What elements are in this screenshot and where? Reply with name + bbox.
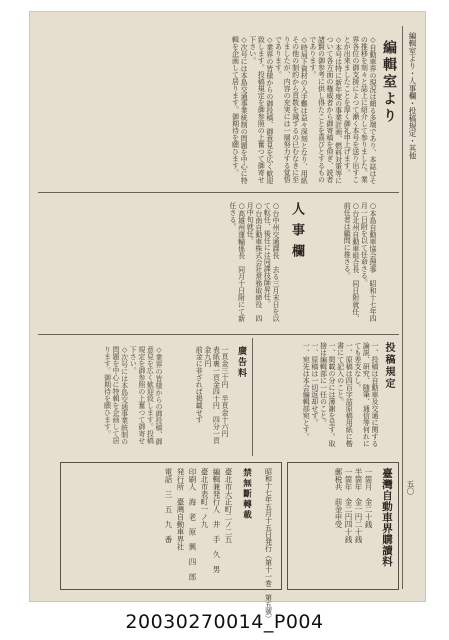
editorial-para: ◇次号には本島交通事業統制の問題を中心に特輯を企画して居ります。御期待を願ひます。: [231, 36, 249, 184]
editorial-heading: 編輯室より: [381, 40, 397, 125]
issue-line: 昭和十七年五月十五日発行（第十一巻 第五號）: [264, 468, 273, 622]
advertising-rate: 一頁金三十円 半頁金十六円: [221, 346, 229, 437]
archive-caption: 20030270014_P004: [125, 611, 324, 633]
running-title: 編輯室より・人事欄・投稿規定・其他: [408, 32, 417, 160]
colophon-row: 印刷人 海 老 原 興 四 郎: [188, 468, 197, 581]
misc-notes: [53, 346, 163, 450]
personnel-entry: ○本島自動車協会理事 昭和十七年四月一日附を以て任命さる。: [360, 202, 377, 322]
submission-rule: 一、宛先は本会編輯部宛とす。: [302, 342, 311, 440]
personnel-body-left: [80, 202, 280, 326]
editorial-para: ◇本号は特に新年度の事業計画、燃料対策等について各方面の権威者から御寄稿を仰ぎ、読者諸賢の御参考に供し得たことを喜びとするものであります。: [308, 36, 343, 184]
subscription-row: 一箇年 金二円四十銭: [344, 468, 353, 543]
editorial-para: ◇業界の皆様からの御投稿、御意見を広く歓迎致します。投稿規定を御参照の上奮つて御寄せ下さい。: [248, 36, 274, 184]
personnel-entry: ○高雄州運輸係長 同月十日附にて新任さる。: [229, 202, 246, 322]
advertising-rate: 前金に非ざれば掲載せず: [195, 346, 204, 423]
subscription-heading: 臺灣自動車界購讀料: [381, 468, 393, 567]
colophon-row: 編輯兼発行人 井 手 久 男: [212, 468, 221, 573]
personnel-body-right: [311, 202, 377, 326]
personnel-heading: 人事欄: [289, 202, 304, 265]
submission-rule: 一、掲載の分には薄謝を呈す。取捨は編輯部に一任のこと。: [319, 342, 337, 447]
colophon-row: 発行所 臺灣自動車界社: [176, 468, 185, 551]
advertising-heading: 廣告料: [236, 346, 246, 379]
colophon-row: 電話 三 五 九 番: [164, 468, 173, 543]
colophon-row: 臺北市大正町二ノ二五: [224, 468, 233, 543]
editorial-para: ◇自動車界の現況は頗る多端であり、本誌はその推移を刻々と誌上に紹介して参りました。業界各位の御支援によつて漸く本号を送り出すことが出来ましたことを厚く御礼申上げます。: [343, 36, 377, 184]
colophon-row: 臺北市表町一ノ九: [200, 468, 209, 528]
editorial-body: [87, 36, 377, 186]
editorial-para: ◇時局下資材の入手難は益々深刻となり、用紙その他の制約から頁数を減ずるの已むなきに至りましたが、内容の充実には一層努力する覚悟であります。: [274, 36, 309, 184]
personnel-entry: ○台南自動車株式会社常務取締役 四月中旬就任。: [246, 202, 263, 322]
advertising-body: [169, 346, 229, 450]
submission-rule: 一、投稿は自動車及交通に関する論説、研究、随筆、通信等何れにても差支なし。: [353, 342, 379, 447]
submission-rule: 一、原稿は一切返却せず。: [310, 342, 319, 426]
submission-heading: 投稿規定: [383, 342, 394, 390]
colophon-rows: [66, 468, 234, 582]
subscription-row: 半箇年 金一円二十銭: [354, 468, 363, 543]
advertising-rate: 表紙裏一頁金四十円 四分一頁金九円: [203, 346, 221, 444]
submission-body: [259, 342, 379, 452]
no-reprint-notice: 禁無斷轉載: [241, 468, 252, 521]
subscription-row: 一箇月 金二十銭: [364, 468, 373, 528]
submission-rule: 一、原稿は四百字詰原稿用紙に楷書にて記入のこと。: [336, 342, 354, 447]
misc-note: ◇次号には本島交通事業統制の問題を中心に特輯を企画して居ります。御期待を願ひます。: [103, 346, 129, 445]
misc-note: ◇業界の皆様からの御投稿、御意見を広く歓迎致します。投稿規定を御参照の上奮つて御寄せ下さい。: [129, 346, 163, 445]
subscription-row: 郵税共 前金申受: [334, 468, 343, 528]
personnel-entry: ○台中州交通課長 去る三月末日を以て転任、後任には同課技師昇任。: [263, 202, 280, 322]
personnel-entry: ○台北州自動車組合長 同日附就任、前任者は顧問に推さる。: [343, 202, 360, 322]
page-number: 五〇: [406, 480, 415, 495]
subscription-rates: [293, 468, 373, 582]
